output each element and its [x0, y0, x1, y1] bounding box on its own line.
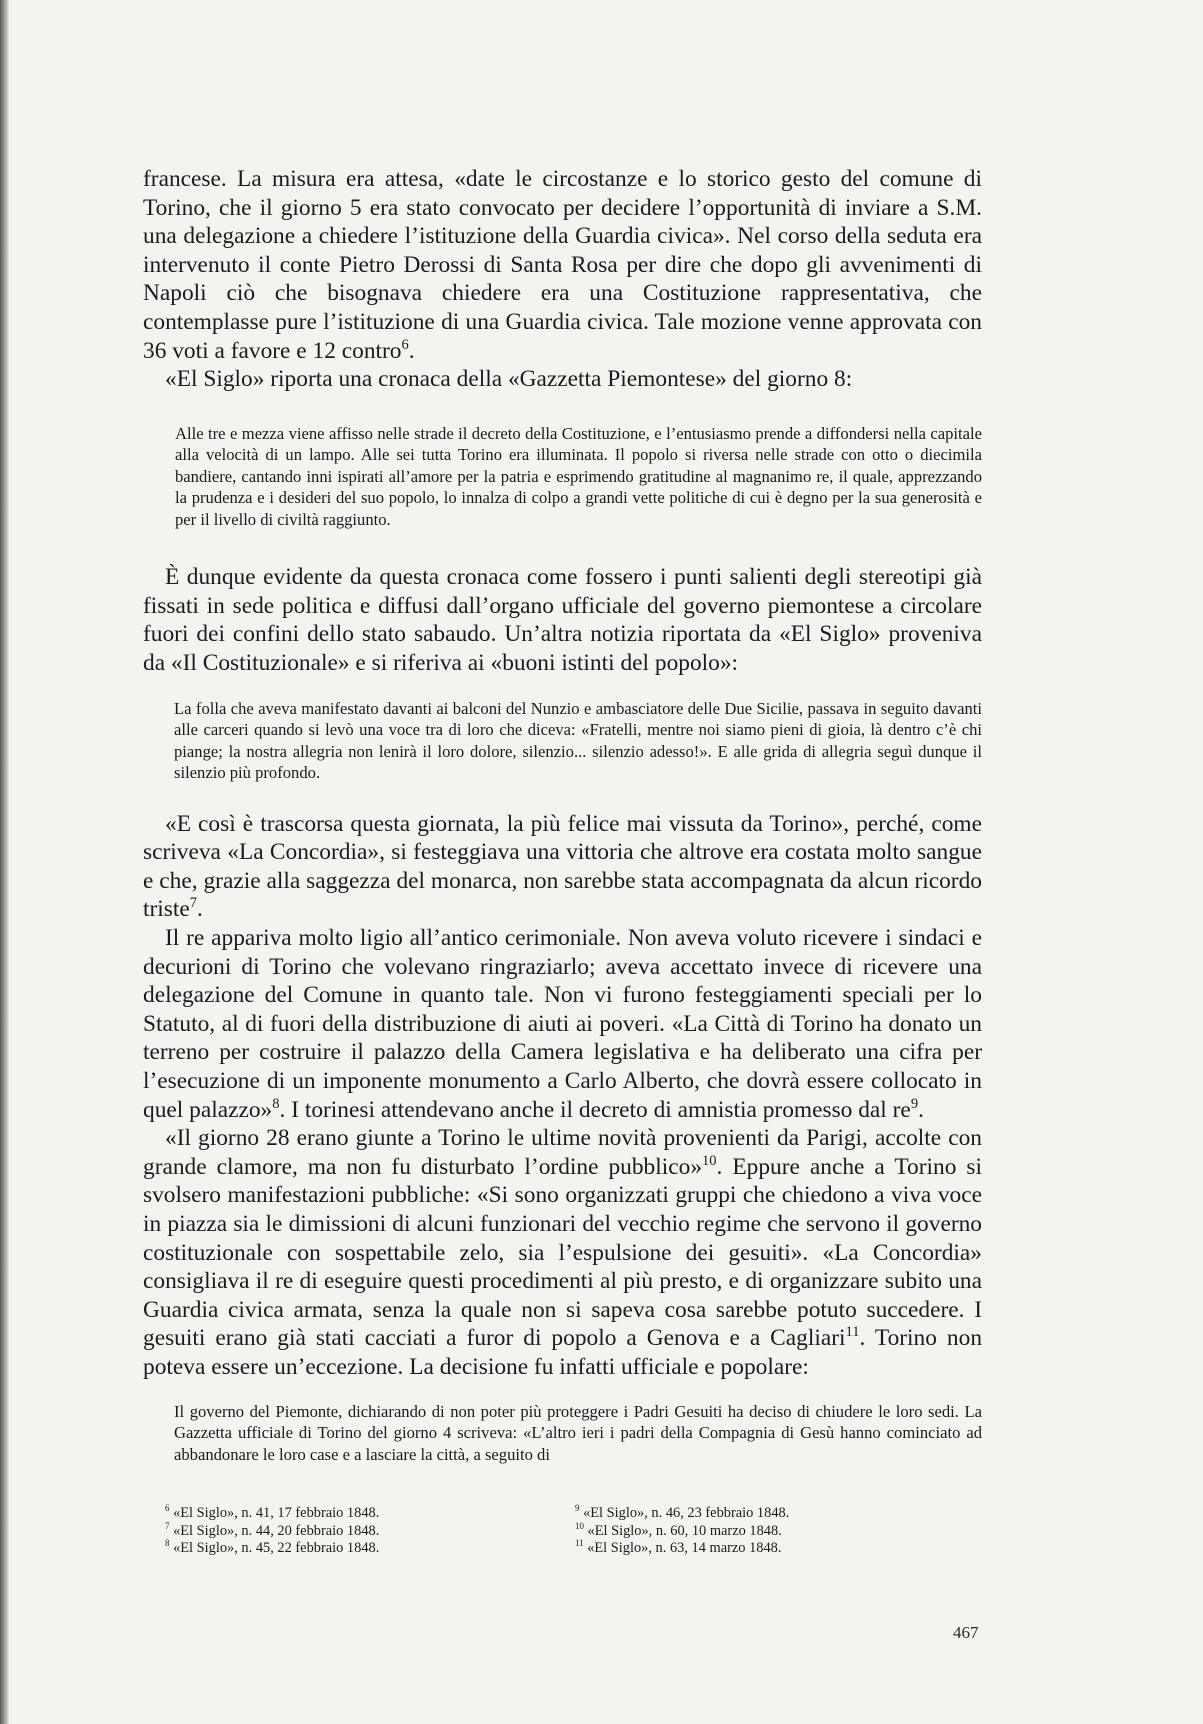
paragraph-4: «E così è trascorsa questa giornata, la più felice mai vissuta da Torino», perché, come scriveva «La Concordia», si festeggiava una vittoria che altrove era costata molto sangue e che, grazie alla saggezza del monarca, non sarebbe stata accompagnata da alcun ricordo triste$^7$. [143, 810, 982, 923]
footnote-ref: 8 [272, 1095, 280, 1112]
footnote-ref: 7 [189, 895, 198, 912]
footnote: $^7$ «El Siglo», n. 44, 20 febbraio 1848. [165, 1520, 380, 1539]
block-quote-1: Alle tre e mezza viene affisso nelle strade il decreto della Costituzione, e l’entusiasmo prende a diffondersi nella capitale alla velocità di un lampo. Alle sei tutta Torino era illuminata. Il popolo si riversa nelle strade con otto o diecimila bandiere, cantando inni ispirati all’amore per la patria e esprimendo gratitudine al magnanimo re, il quale, apprezzando la prudenza e i desideri del suo popolo, lo innalza di colpo a grandi vette politiche di cui è degno per la sua generosità e per il livello di civiltà raggiunto. [175, 423, 982, 529]
footnote: $^8$ «El Siglo», n. 45, 22 febbraio 1848. [165, 1538, 380, 1556]
footnote-ref: 9 [910, 1095, 919, 1112]
paragraph-5: Il re appariva molto ligio all’antico cerimoniale. Non aveva voluto ricevere i sindaci e decurioni di Torino che volevano ringraziarlo; aveva accettato invece di ricevere una delegazione del Comune in quanto tale. Non vi furono festeggiamenti speciali per lo Statuto, al di fuori della distribuzione di aiuti ai poveri. «La Città di Torino ha donato un terreno per costruire il palazzo della Camera legislativa e ha deliberato una cifra per l’esecuzione di un imponente monumento a Carlo Alberto, che dovrà essere collocato in quel palazzo»$^8$. I torinesi attendevano anche il decreto di amnistia promesso dal $re^9$. [143, 925, 982, 1123]
footnote: $^6$ «El Siglo», n. 41, 17 febbraio 1848. [165, 1503, 380, 1521]
footnote-ref: 6 [401, 336, 409, 353]
block-quote-2: La folla che aveva manifestato davanti ai balconi del Nunzio e ambasciatore delle Due Sicilie, passava in seguito davanti alle carceri quando si levò una voce tra di loro che diceva: «Fratelli, mentre noi siamo pieni di gioia, là dentro c’è chi piange; la nostra allegria non lenirà il loro dolore, silenzio... silenzio adesso!». E alle grida di allegria seguì dunque il silenzio più profondo. [174, 698, 982, 783]
page-content [143, 165, 982, 1465]
paragraph-6: «Il giorno 28 erano giunte a Torino le ultime novità provenienti da Parigi, accolte con grande clamore, ma non fu disturbato l’ordine pubblico»$^{10}$. Eppure anche a Torino si svolsero manifestazioni pubbliche: «Si sono organizzati gruppi che chiedono a viva voce in piazza sia le dimissioni di alcuni funzionari del vecchio regime che servono il governo costituzionale con sospettabile zelo, sia l’espulsione dei gesuiti». «La Concordia» consigliava il re di eseguire questi procedimenti al più presto, e di organizzare subito una Guardia civica armata, senza la quale non si sapeva cosa sarebbe potuto succedere. I gesuiti erano già stati cacciati a furor di popolo a Genova e a Cagliari$^{11}$. Torino non poteva essere un’eccezione. La decisione fu infatti ufficiale e popolare: [143, 1125, 983, 1380]
footnote: $^9$ «El Siglo», n. 46, 23 febbraio 1848. [575, 1503, 790, 1521]
footnote-ref: 10 [702, 1152, 717, 1169]
paragraph-2: «El Siglo» riporta una cronaca della «Gazzetta Piemontese» del giorno 8: [165, 366, 853, 393]
paragraph-1: francese. La misura era attesa, «date le circostanze e lo storico gesto del comune di Torino, che il giorno 5 era stato convocato per decidere l’opportunità di inviare a S.M. una delegazione a chiedere l’istituzione della Guardia civica». Nel corso della seduta era intervenuto il conte Pietro Derossi di Santa Rosa per dire che dopo gli avvenimenti di Napoli ciò che bisognava chiedere era una Costituzione rappresentativa, che contemplasse pure l’istituzione di una Guardia civica. Tale mozione venne approvata con 36 voti a favore e 12 contro$^6$. [143, 166, 982, 364]
block-quote-3: Il governo del Piemonte, dichiarando di non poter più proteggere i Padri Gesuiti ha deciso di chiudere le loro sedi. La Gazzetta ufficiale di Torino del giorno 4 scriveva: «L’altro ieri i padri della Compagnia di Gesù hanno cominciato ad abbandonare le loro case e a lasciare la città, a seguito di [174, 1401, 982, 1464]
footnotes [165, 1505, 985, 1558]
page-number: 467 [953, 1623, 979, 1642]
paragraph-3: È dunque evidente da questa cronaca come fossero i punti salienti degli stereotipi già fissati in sede politica e diffusi dall’organo ufficiale del governo piemontese a circolare fuori dei confini dello stato sabaudo. Un’altra notizia riportata da «El Siglo» proveniva da «Il Costituzionale» e si riferiva ai «buoni istinti del popolo»: [143, 564, 982, 677]
footnotes-right [575, 1505, 985, 1558]
footnote: $^{10}$ «El Siglo», n. 60, 10 marzo 1848. [575, 1520, 782, 1539]
scan-edge [0, 0, 9, 1724]
footnote: $^{11}$ «El Siglo», n. 63, 14 marzo 1848. [575, 1538, 782, 1556]
footnotes-left [165, 1505, 575, 1558]
footnote-ref: 11 [845, 1324, 860, 1341]
